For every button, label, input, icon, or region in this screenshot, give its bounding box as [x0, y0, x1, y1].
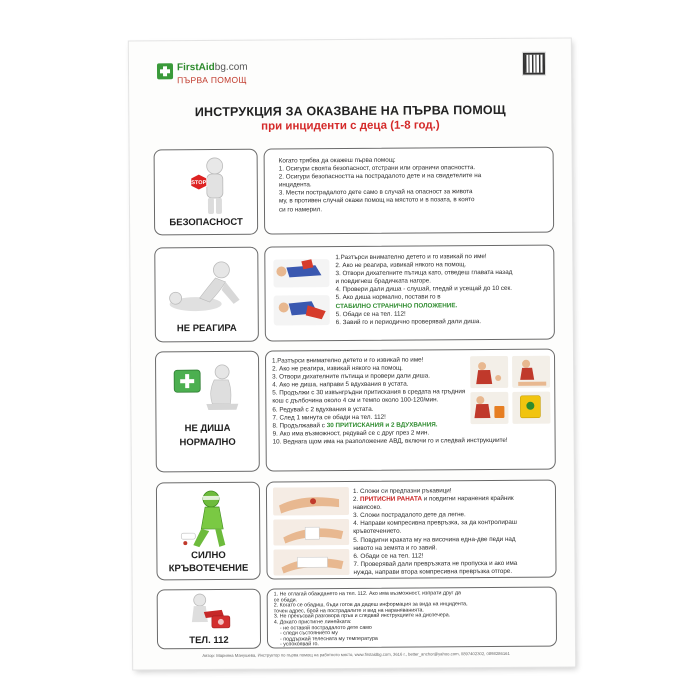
text-line: 3. Сложи пострадалото дете да легне.	[353, 511, 466, 520]
not-breathing-label-1: НЕ ДИША	[184, 422, 231, 435]
unresponsive-label: НЕ РЕАГИРА	[176, 322, 237, 335]
text-line: 7. Проверявай дали превръзката не пропуска и ако има	[353, 559, 518, 568]
phone-illustration-box	[157, 589, 261, 650]
cpr-prefix: 8. Продължавай с	[272, 421, 327, 430]
text-line: 6. Редувай с 2 вдухвания в устата.	[272, 405, 374, 414]
recovery-position-highlight: СТАБИЛНО СТРАНИЧНО ПОЛОЖЕНИЕ.	[335, 301, 458, 310]
text-line: - следи състоянието му	[279, 630, 338, 637]
cpr-highlight: 30 ПРИТИСКАНИЯ и 2 ВДУХВАНИЯ.	[326, 421, 438, 429]
text-line	[353, 495, 517, 504]
unresponsive-instructions-box	[264, 245, 555, 342]
bleeding-illustration-box	[156, 482, 261, 581]
text-line: му, в противен случай окажи помощ на мястото и в позата, в която	[278, 196, 475, 205]
text-line: - успокоявай го.	[280, 641, 319, 648]
safety-label: БЕЗОПАСНОСТ	[169, 216, 243, 229]
first-aid-cross-icon	[157, 63, 173, 79]
text-line: 3. Не прекъсвай разговора пръв и следвай инструкциите на диспечера.	[273, 612, 451, 620]
text-line: 1. Сложи си предпазни ръкавици!	[352, 487, 452, 495]
text-line: 1. Осигури своята безопасност, отстрани или ограничи опасността.	[278, 164, 476, 173]
text-line: 3. Отвори дихателните пътища и провери дали диша.	[272, 372, 431, 381]
phone-label: ТЕЛ. 112	[189, 634, 229, 647]
text-line: нужда, направи втора компресивна превръзка отгоре.	[353, 567, 513, 576]
text-line: нависоко.	[353, 503, 382, 512]
bleeding-figure-icon	[157, 487, 261, 550]
brand-subtitle: ПЪРВА ПОМОЩ	[177, 74, 247, 86]
text-line: 2. Ако не реагира, извикай някого на помощ.	[335, 261, 467, 270]
red-telephone-icon	[158, 592, 262, 633]
phone-instructions-box	[267, 587, 557, 649]
text-line: кръвотечението.	[353, 528, 402, 536]
poster-subtitle: при инциденти с деца (1-8 год.)	[261, 119, 440, 133]
text-line: 4. Провери дали диша - слушай, гледай и усещай до 10 сек.	[335, 285, 513, 294]
bleeding-label-1: СИЛНО	[191, 549, 226, 562]
text-line: 5. Ако диша нормално, постави го в	[335, 293, 441, 302]
text-line: 9. Ако има възможност, редувай се с друг през 2 мин.	[272, 429, 430, 438]
text-line: си го намерил.	[278, 205, 323, 214]
unresponsive-child-icon	[155, 252, 259, 323]
text-line: 10. Веднага щом има на разположение АВД, включи го и следвай инструкциите!	[272, 436, 508, 446]
recovery-position-icon	[271, 253, 334, 333]
first-aid-kit-figure-icon	[156, 356, 260, 417]
phone-text	[274, 591, 468, 648]
text-line: 1.Разтърси внимателно детето и го извикай по име!	[335, 253, 487, 262]
text-line: 3. Отвори дихателните пътища като, отведеш главата назад	[335, 269, 513, 278]
text-line: 2. Когато се обадиш, бъди готов да дадеш информация за вида на инцидента,	[273, 601, 468, 609]
not-breathing-instructions-box	[265, 349, 556, 472]
safety-instructions-box	[264, 147, 555, 235]
bleeding-text	[353, 487, 517, 577]
text-line: кош с дълбочина около 4 см и темпо около 100-120/мин.	[272, 396, 439, 406]
text-line: - поддържай телесната му температура	[279, 635, 378, 643]
brand-domain: bg.com	[214, 61, 248, 73]
author-footer: Автор: Марияна Манушева, Инструктор по първа помощ на работното място, www.firstaidbg.com, 3616 г., better_anchor@yahoo.com, 0897402302, 0898286161	[202, 650, 510, 659]
bleeding-label-2: КРЪВОТЕЧЕНИЕ	[168, 562, 249, 575]
text-line: 1. Не отлагай обаждането на тел. 112. Ако има възможност, изпрати друг да	[273, 590, 462, 598]
poster-sheet	[129, 38, 575, 669]
press-prefix: 2.	[352, 496, 361, 504]
text-line: Когато трябва да окажеш първа помощ:	[278, 156, 396, 165]
stop-figure-icon	[155, 154, 259, 217]
press-wound-highlight: ПРИТИСНИ РАНАТА	[360, 495, 423, 504]
text-line: 2. Ако не реагира, извикай някого на помощ.	[272, 364, 403, 373]
unresponsive-illustration-box	[154, 247, 259, 343]
press-suffix: и повдигни наранения крайник	[421, 494, 514, 503]
safety-text	[279, 156, 482, 214]
text-line: 5. Обади се на тел. 112!	[335, 310, 406, 318]
text-line: 5. Продължи с 30 извънгръдни притискания в средата на гръдния	[272, 388, 466, 397]
safety-illustration-box	[154, 149, 259, 236]
text-line: 3. Мести пострадалото дете само в случай на опасност за живота	[278, 188, 473, 197]
not-breathing-label-2: НОРМАЛНО	[179, 436, 236, 449]
text-line: 4. Ако не диша, направи 5 вдухвания в устата.	[272, 380, 409, 389]
bleeding-instructions-box	[266, 480, 557, 580]
text-line: 6. Завий го и периодично проверявай дали диша.	[335, 317, 482, 326]
text-line: - не оставяй пострадалото дете само	[279, 624, 372, 632]
poster-title: ИНСТРУКЦИЯ ЗА ОКАЗВАНЕ НА ПЪРВА ПОМОЩ	[194, 102, 506, 120]
text-line: нивото на земята и го завий.	[353, 544, 438, 552]
text-line: 5. Повдигни краката му на височина една-две педи над	[353, 535, 516, 544]
text-line: се обади.	[273, 596, 298, 604]
text-line: точен адрес, брой на пострадалите и вид на нараняванията.	[273, 607, 424, 615]
not-breathing-illustration-box	[155, 351, 260, 473]
text-line: 4. Докато пристигне линейката:	[273, 618, 352, 626]
text-line: 4. Направи компресивна превръзка, за да контролираш	[353, 519, 517, 528]
text-line: 7. След 1 минута се обади на тел. 112!	[272, 413, 386, 422]
brand-name: FirstAid	[176, 61, 215, 74]
text-line: инцидента.	[278, 181, 312, 189]
stop-sign-text: STOP	[191, 180, 207, 187]
text-line: 1.Разтърси внимателно детето и го извикай по име!	[272, 356, 424, 365]
unresponsive-text	[335, 253, 512, 327]
text-line: и повдигнеш брадичката нагоре.	[335, 277, 432, 286]
text-line: 2. Осигури безопасността на пострадалото дете и на свидетелите на	[278, 172, 482, 181]
qr-code-icon	[523, 53, 545, 75]
cpr-illustration-icon	[470, 356, 550, 427]
text-line: 6. Обади се на тел. 112!	[353, 552, 424, 560]
bandage-illustration-icon	[273, 487, 350, 576]
